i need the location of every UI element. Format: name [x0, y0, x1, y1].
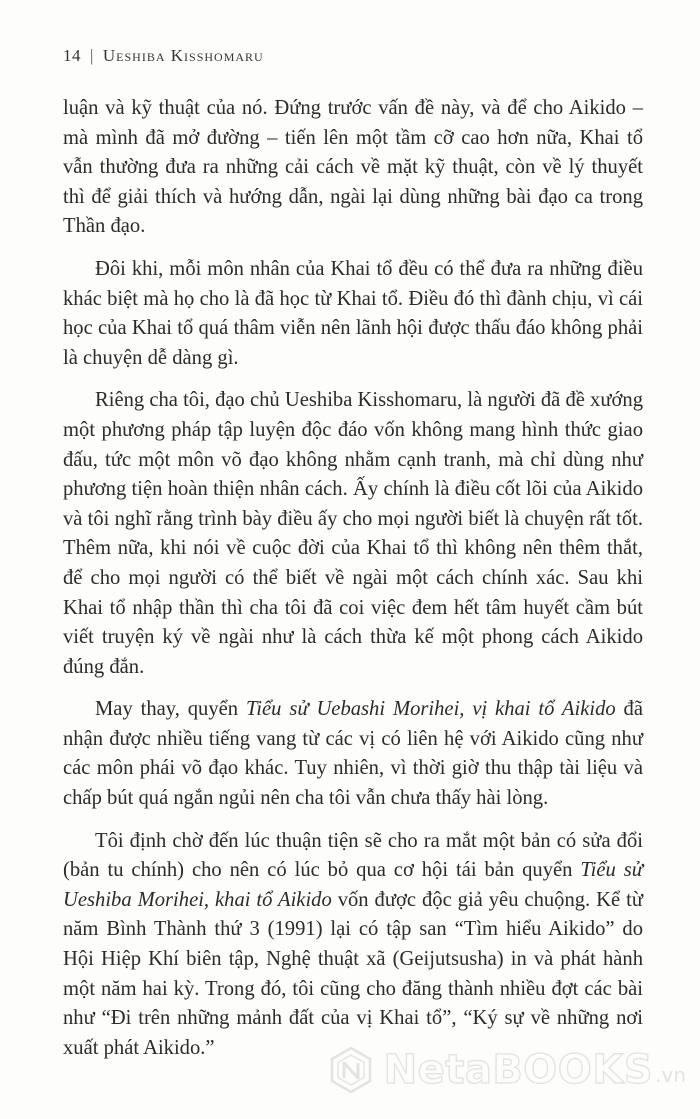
- book-title-italic: Tiểu sử Uebashi Morihei, vị khai tổ Aikido: [245, 698, 616, 721]
- body-text: [63, 94, 643, 1076]
- watermark-brand: NetaBOOKS: [383, 1047, 654, 1093]
- header-separator: |: [90, 46, 94, 65]
- paragraph-1: luận và kỹ thuật của nó. Đứng trước vấn đề này, và để cho Aikido – mà mình đã mở đường – tiến lên một tầm cỡ cao hơn nữa, Khai tổ vẫn thường đưa ra những cải cách về mặt kỹ thuật, còn về lý thuyết thì để giải thích và hướng dẫn, ngài lại dùng những bài đạo ca trong Thần đạo.: [63, 97, 643, 238]
- book-title-italic: Tiểu sử Ueshiba Morihei, khai tổ Aikido: [63, 859, 643, 911]
- watermark: [326, 1045, 686, 1095]
- paragraph-3: Riêng cha tôi, đạo chủ Ueshiba Kisshomaru, là người đã đề xướng một phương pháp tập luyện độc đáo vốn không mang hình thức giao đấu, tức một môn võ đạo không nhằm cạnh tranh, mà chỉ dùng như phương tiện hoàn thiện nhân cách. Ấy chính là điều cốt lõi của Aikido và tôi nghĩ rằng trình bày điều ấy cho mọi người biết là chuyện rất tốt. Thêm nữa, khi nói về cuộc đời của Khai tổ thì không nên thêm thắt, để cho mọi người có thể biết về ngài một cách chính xác. Sau khi Khai tổ nhập thần thì cha tôi đã coi việc đem hết tâm huyết cầm bút viết truyện ký về ngài như là cách thừa kế một phong cách Aikido đúng đắn.: [63, 389, 643, 678]
- paragraph-4-lead: May thay, quyển: [95, 698, 246, 721]
- running-head-author: Ueshiba Kisshomaru: [102, 46, 264, 65]
- paragraph-5-rest: vốn được độc giả yêu chuộng. Kể từ năm Bình Thành thứ 3 (1991) lại có tập san “Tìm hiểu Aikido” do Hội Hiệp Khí biên tập, Nghệ thuật xã (Geijutsusha) in và phát hành một năm hai kỳ. Trong đó, tôi cũng cho đăng thành nhiều đợt các bài như “Đi trên những mảnh đất của vị Khai tổ”, “Ký sự về những nơi xuất phát Aikido.”: [63, 888, 643, 1059]
- hexagon-n-logo-icon: [326, 1045, 376, 1095]
- paragraph-4-rest: đã nhận được nhiều tiếng vang từ các vị có liên hệ với Aikido cũng như các môn phái võ đạo khác. Tuy nhiên, vì thời giờ thu thập tài liệu và chấp bút quá ngắn ngủi nên cha tôi vẫn chưa thấy hài lòng.: [63, 698, 643, 810]
- paragraph-5-lead: Tôi định chờ đến lúc thuận tiện sẽ cho ra mắt một bản có sửa đổi (bản tu chính) cho nên có lúc bỏ qua cơ hội tái bản quyển: [63, 829, 643, 882]
- watermark-suffix: .vn: [655, 1063, 686, 1087]
- page-number: 14: [63, 46, 81, 65]
- paragraph-2: Đôi khi, mỗi môn nhân của Khai tổ đều có thể đưa ra những điều khác biệt mà họ cho là đã học từ Khai tổ. Điều đó thì đành chịu, vì cái học của Khai tổ quá thâm viễn nên lãnh hội được thấu đáo không phải là chuyện dễ dàng gì.: [63, 257, 643, 369]
- paragraph-5: [63, 827, 643, 1064]
- running-head: [63, 46, 264, 66]
- paragraph-4: [63, 695, 643, 813]
